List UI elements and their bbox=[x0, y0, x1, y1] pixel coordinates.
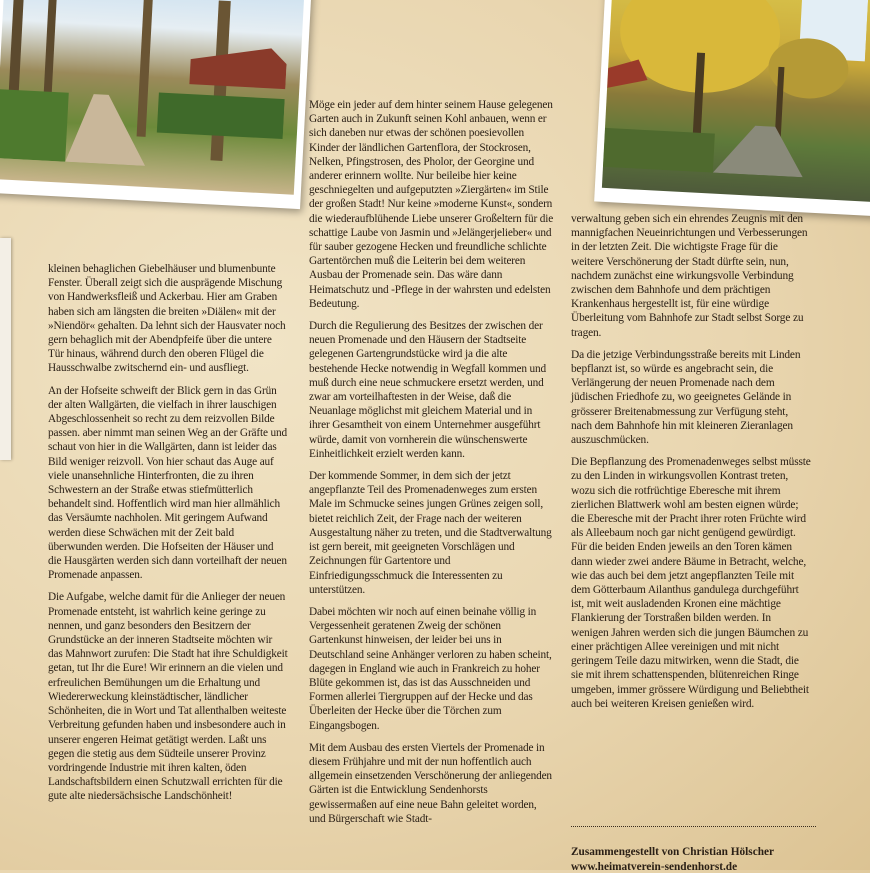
paragraph: Dabei möchten wir noch auf einen beinahe völlig in Vergessenheit geratenen Zweig der schönen Gartenkunst hinweisen, der leider bei uns in Deutschland seine Anhänger verloren zu haben scheint, dagegen in England wie auch in Frankreich zu hoher Blüte gekommen ist, das ist das Ausschneiden und Formen allerlei Tiergruppen auf der Hecke und das Überleiten der Hecke über die Törchen zum Eingangsbogen. bbox=[309, 605, 552, 732]
paragraph: Der kommende Sommer, in dem sich der jetzt angepflanzte Teil des Promenadenweges zum ersten Male im Schmucke seines jungen Grünes zeigen soll, bietet reichlich Zeit, der Frage nach der weiteren Ausgestaltung näher zu treten, und die Stadtverwaltung ist gern bereit, mit geeigneten Vorschlägen und Zeichnungen für Gartentore und Einfriedigungsschmuck die Interessenten zu unterstützen. bbox=[309, 470, 552, 596]
paragraph: verwaltung geben sich ein ehrendes Zeugnis mit den mannigfachen Neueinrichtungen und Verbesserungen in der letzten Zeit. Die wichtigste Frage für die weitere Verschönerung der Stadt dürfte sein, nun, nachdem zunächst eine wirkungsvolle Verbindung zwischen dem Bahnhofe und dem prächtigen Krankenhaus hergestellt ist, für eine würdige Überleitung vom Bahnhofe zur Stadt selbst Sorge zu tragen. bbox=[571, 213, 808, 339]
garden-path-illustration bbox=[0, 0, 290, 173]
paragraph: Mit dem Ausbau des ersten Viertels der Promenade in diesem Frühjahre und mit der nun hoffentlich auch allgemein einsetzenden Verschönerung der anliegenden Gärten ist die Entwicklung Sendenhorsts gewissermaßen auf eine neue Bahn geleitet worden, und Bürgerschaft wie Stadt- bbox=[309, 741, 552, 825]
photo-autumn-avenue-image bbox=[602, 0, 870, 202]
autumn-avenue-illustration bbox=[603, 0, 869, 180]
paragraph: Da die jetzige Verbindungsstraße bereits mit Linden bepflanzt ist, so würde es angebracht sein, die Verlängerung der neuen Promenade nach dem jüdischen Friedhofe zu, wo geeignetes Gelände in grösserer Breitenabmessung zur Verfügung steht, nach dem Bahnhofe hin mit kleineren Zieranlagen auszuschmücken. bbox=[571, 348, 801, 447]
website-link[interactable]: www.heimatverein-sendenhorst.de bbox=[571, 861, 738, 873]
paragraph: Die Aufgabe, welche damit für die Anlieger der neuen Promenade entsteht, ist wahrlich keine geringe zu nennen, und ganz besonders den Besitzern der Grundstücke an der inneren Stadtseite möchten wir das Mahnwort zurufen: Die Stadt hat ihre Schuldigkeit getan, tut Ihr die Eure! Wir erinnern an die vielen und erfreulichen Bemühungen um die Erhaltung und Wiedererweckung kleinstädtischer, ländlicher Schönheiten, die in Wort und Tat allenthalben weiteste Verbreitung gefunden haben und insbesondere auch in unserer engeren Heimat getätigt werden. Laßt uns gegen die stetig aus dem Südteile unserer Provinz vordringende Industrie mit ihren kalten, öden Landschaftsbildern einen Schutzwall errichten für die gute alte niedersächsische Landschönheit! bbox=[48, 591, 288, 803]
text-column-2 bbox=[309, 98, 554, 834]
dotted-divider bbox=[571, 826, 816, 827]
text-column-3 bbox=[571, 212, 811, 719]
paragraph: Möge ein jeder auf dem hinter seinem Hause gelegenen Garten auch in Zukunft seinen Kohl anbauen, wenn er sich daneben nur etwas der schönen poesievollen Kinder der ländlichen Gartenflora, der Stockrosen, Nelken, Pfingstrosen, des Pholor, der Georgine und anderer erinnern wollte. Nur beileibe hier keine geschniegelten und aufgeputzten »Ziergärten« im Stile der großen Stadt! Nur keine »moderne Kunst«, sondern die wiederaufblühende Liebe unserer Großeltern für die schattige Laube von Jasmin und »Jelängerjelieber« und für sauber gezogene Hecken und freundliche schlichte Gartentörchen muß die Leiterin bei dem weiteren Ausbau der Promenade sein. Das wäre dann Heimatschutz und -Pflege in der wahrsten und edelsten Bedeutung. bbox=[309, 99, 554, 310]
paragraph: An der Hofseite schweift der Blick gern in das Grün der alten Wallgärten, die vielfach in ihrer lauschigen Abgeschlossenheit so recht zu dem reizvollen Bilde passen. aber nimmt man seinen Weg an der Gräfte und schaut von hier in die Wallgärten, dann ist leider das Bild weniger reizvoll. Von hier schaut das Auge auf viele unansehnliche Hinterfronten, die zu ihren Schwestern an der Straße etwas stiefmütterlich behandelt sind. Hoffentlich wird man hier allmählich das Versäumte nachholen. Mit geringem Aufwand werden diese Schwächen mit der Zeit bald überwunden werden. Die Hofseiten der Häuser und die Hausgärten werden sich dann vorteilhaft der neuen Promenade anpassen. bbox=[48, 384, 288, 582]
paragraph: Die Bepflanzung des Promenadenweges selbst müsste zu den Linden in wirkungsvollen Kontrast treten, wozu sich die rotfrüchtige Eberesche mit ihrem zierlichen Blattwerk wohl am besten eignen würde; die Eberesche mit der Pracht ihrer roten Früchte wird als Alleebaum noch gar nicht genügend gewürdigt. Für die beiden Enden jeweils an den Toren kämen dann wieder zwei andere Bäume in Betracht, welche, wie das auch bei dem jetzt angepflanzten Teile mit dem Götterbaum Ailanthus gandulega durchgeführt ist, mit weit ausladenden Kronen eine mächtige Flankierung der Torstraßen bilden werden. In wenigen Jahren werden sich die jungen Bäumchen zu einer prächtigen Allee vereinigen und mit nicht geringem Teile dazu mitwirken, wenn die Stadt, die sie mit ihrem schattenspenden, blütenreichen Ringe umgeben, immer grössere Würdigung und Beliebtheit auch bei weiteren Kreisen genießen wird. bbox=[571, 456, 811, 710]
photo-garden-path bbox=[0, 0, 312, 209]
photo-garden-path-image bbox=[0, 0, 304, 195]
adjacent-page-edge bbox=[0, 238, 11, 460]
paragraph: Durch die Regulierung des Besitzes der zwischen der neuen Promenade und den Häusern der Stadtseite gelegenen Gartengrundstücke wird ja die alte bestehende Hecke notwendig in Wegfall kommen und muß durch eine neue schmuckere ersetzt werden, und zwar am vorteilhaftesten in der Weise, daß die Neuanlage möglichst mit gleichem Material und in ihrer Gesamtheit von einem Unternehmer ausgeführt würde, damit von vornherein die wünschenswerte Einheitlichkeit erzielt werden kann. bbox=[309, 320, 547, 460]
text-column-1 bbox=[48, 262, 288, 812]
photo-autumn-avenue bbox=[594, 0, 870, 216]
paragraph: kleinen behaglichen Giebelhäuser und blumenbunte Fenster. Überall zeigt sich die ausprägende Mischung von Handwerksfleiß und Ackerbau. Hier am Graben haben sich am längsten die breiten »Diälen« mit der »Niendör« gehalten. Da lehnt sich der Hausvater noch gern behaglich mit der Abendpfeife über die untere Tür hinaus, während durch den oberen Flügel die Hausschwalbe zwitschernd ein- und ausfliegt. bbox=[48, 263, 286, 375]
author-credit: Zusammengestellt von Christian Hölscher bbox=[571, 846, 775, 858]
